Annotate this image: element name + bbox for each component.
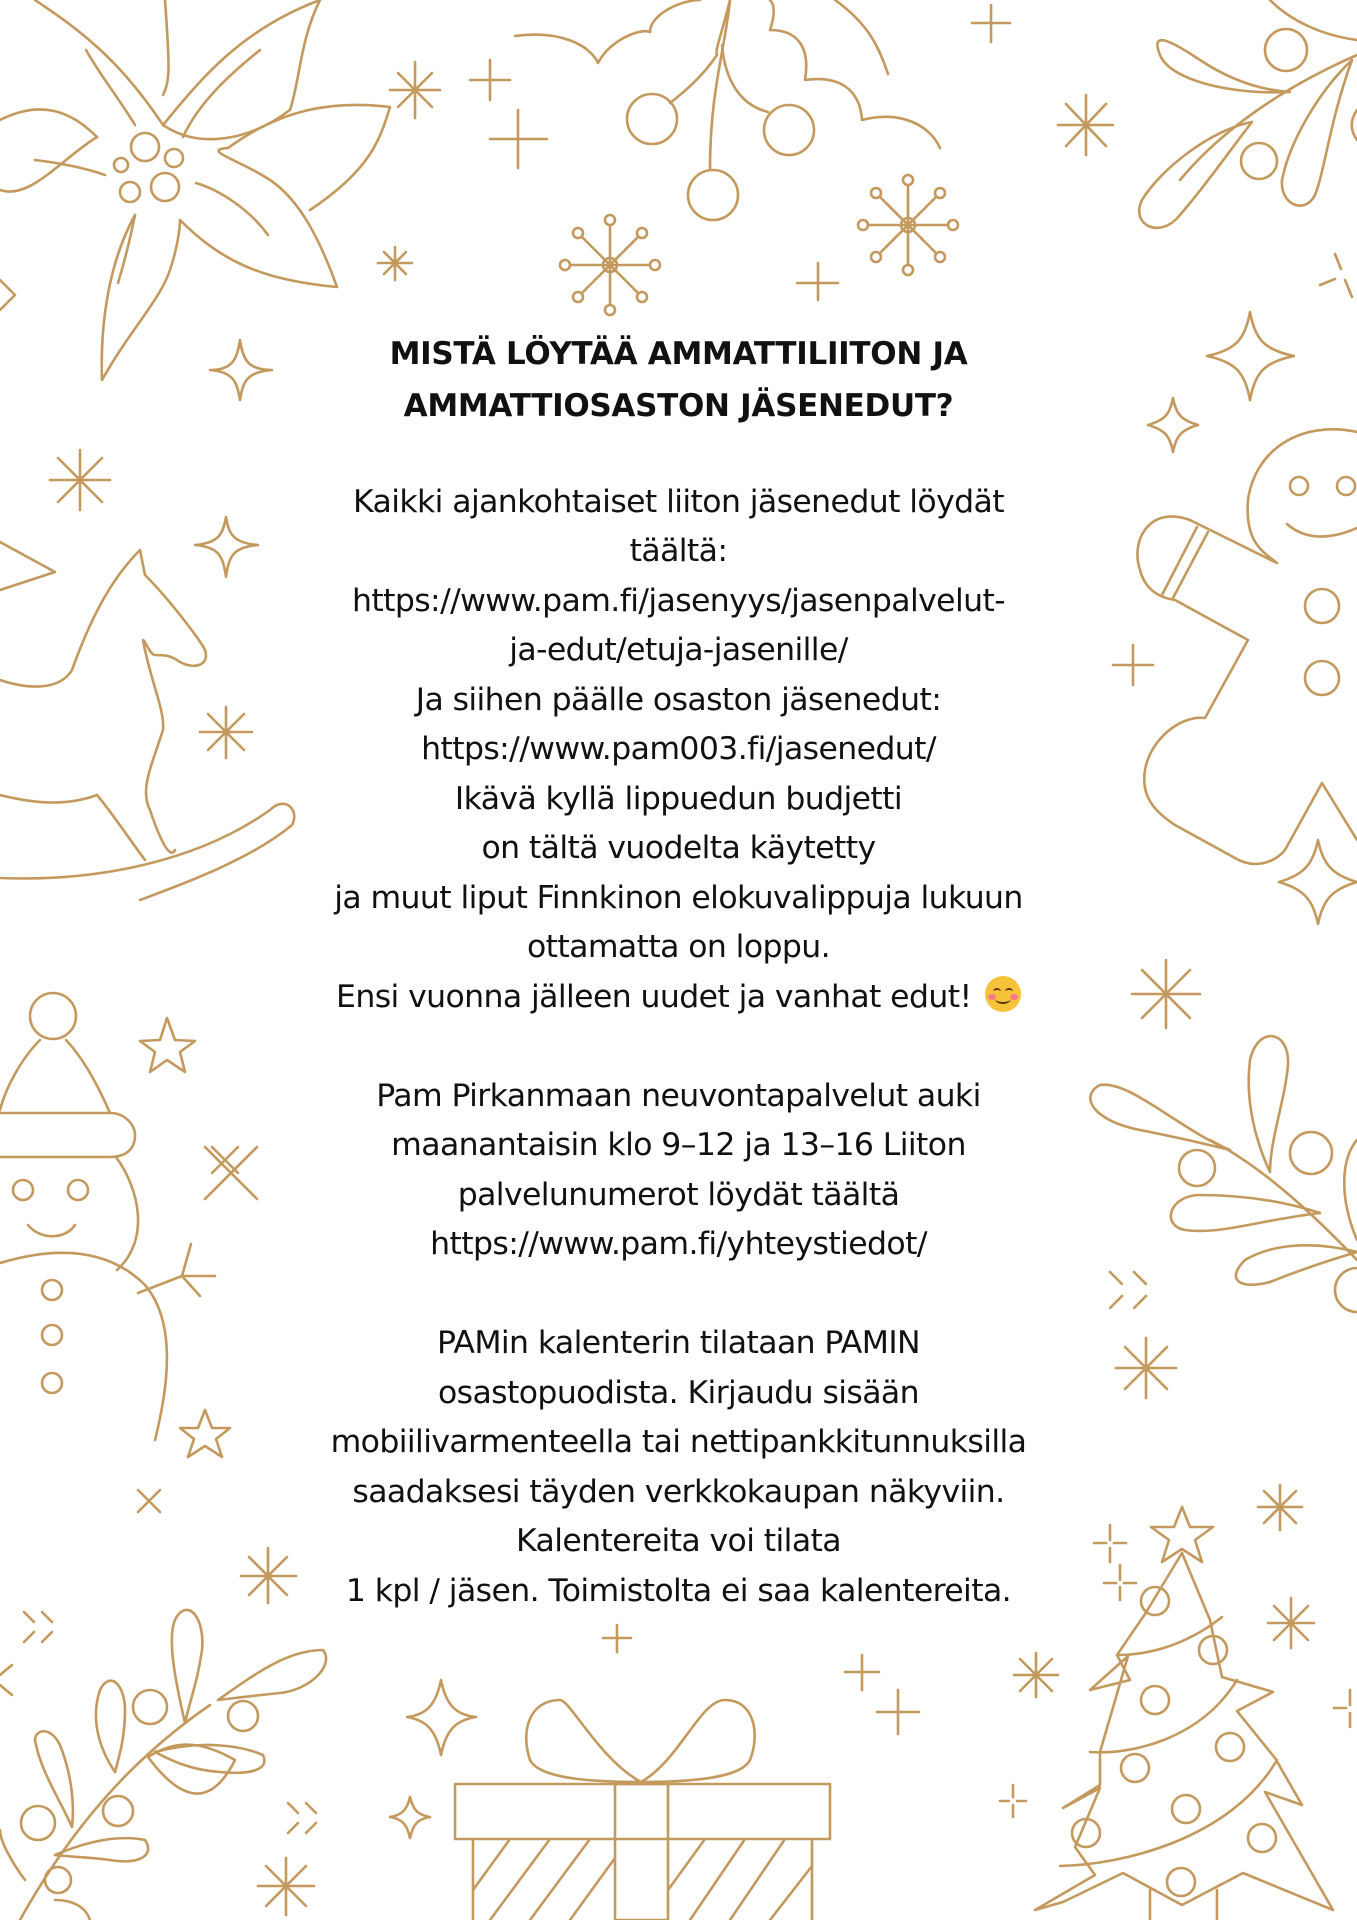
- branch-benefits-link[interactable]: https://www.pam003.fi/jasenedut/: [421, 731, 936, 767]
- title-line-2: AMMATTIOSASTON JÄSENEDUT?: [403, 388, 954, 424]
- advisory-services-section: [250, 1072, 1107, 1270]
- smiling-face-emoji-icon: [985, 976, 1021, 1012]
- text-line: ja muut liput Finnkinon elokuvalippuja lukuun: [334, 879, 1023, 916]
- text-line: Kalentereita voi tilata: [516, 1523, 841, 1559]
- member-benefits-section: [250, 478, 1107, 1023]
- text-line: osastopuodista. Kirjaudu sisään: [438, 1374, 919, 1411]
- gingerbread-man-icon: [1137, 429, 1357, 864]
- text-line: Kaikki ajankohtaiset liiton jäsenedut löydät: [353, 483, 1004, 520]
- title-line-1: MISTÄ LÖYTÄÄ AMMATTILIITON JA: [389, 336, 968, 372]
- text-line: Ja siihen päälle osaston jäsenedut:: [415, 681, 942, 718]
- gift-box-icon: [455, 1700, 830, 1920]
- text-line: on tältä vuodelta käytetty: [481, 830, 876, 866]
- mistletoe-branch-icon: [1090, 1036, 1357, 1312]
- poinsettia-icon: [0, 0, 390, 380]
- sparkle-icons: [0, 5, 1352, 310]
- calendar-order-section: [250, 1319, 1107, 1616]
- union-benefits-link-part-1[interactable]: https://www.pam.fi/jasenyys/jasenpalvelut-: [351, 582, 1005, 619]
- snowman-icon: [0, 993, 230, 1457]
- union-benefits-link-part-2[interactable]: ja-edut/etuja-jasenille/: [509, 632, 848, 668]
- snowflake-icons: [560, 175, 958, 315]
- leaf-branch-icon: [0, 1610, 326, 1920]
- mistletoe-sprig-icon: [1139, 0, 1357, 228]
- text-line: 1 kpl / jäsen. Toimistolta ei saa kalentereita.: [345, 1572, 1012, 1609]
- text-line: ottamatta on loppu.: [526, 929, 831, 965]
- text-line: saadaksesi täyden verkkokaupan näkyviin.: [352, 1473, 1005, 1510]
- contact-info-link[interactable]: https://www.pam.fi/yhteystiedot/: [430, 1226, 927, 1262]
- text-line: Pam Pirkanmaan neuvontapalvelut auki: [376, 1077, 981, 1114]
- main-content: [250, 328, 1107, 1616]
- text-line: mobiilivarmenteella tai nettipankkitunnuksilla: [330, 1424, 1027, 1460]
- page-title: [250, 328, 1107, 432]
- text-line-with-emoji: [250, 973, 1107, 1023]
- text-line: palvelunumerot löydät täältä: [457, 1176, 900, 1213]
- text-line: täältä:: [629, 533, 728, 569]
- text-line: PAMin kalenterin tilataan PAMIN: [437, 1325, 920, 1361]
- text-line: Ikävä kyllä lippuedun budjetti: [454, 780, 903, 817]
- text-line: Ensi vuonna jälleen uudet ja vanhat edut!: [336, 978, 972, 1015]
- text-line: maanantaisin klo 9–12 ja 13–16 Liiton: [391, 1127, 966, 1163]
